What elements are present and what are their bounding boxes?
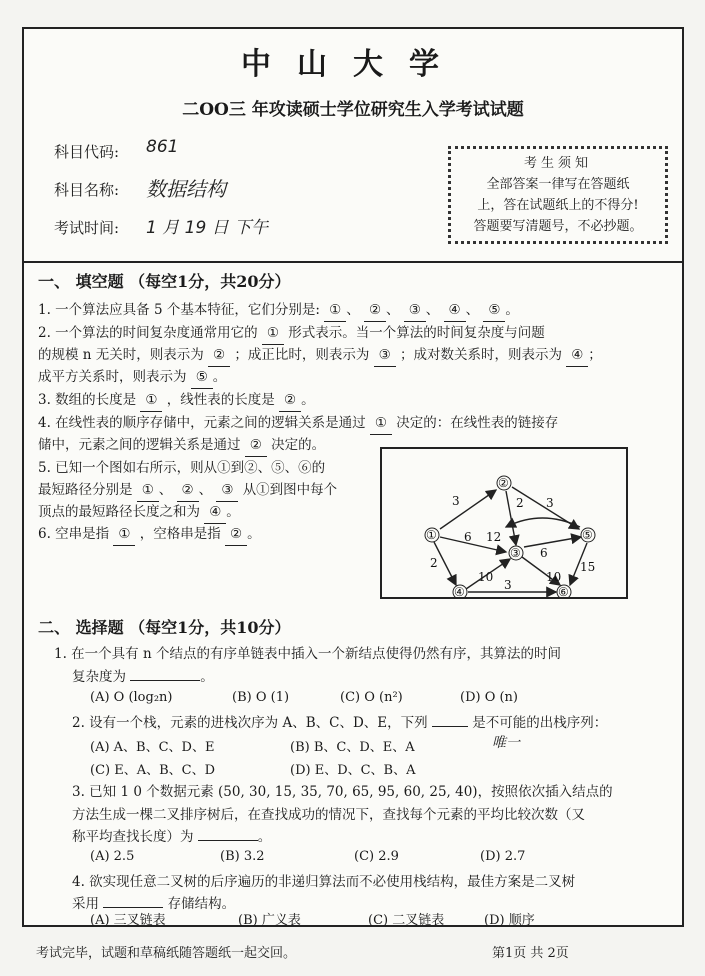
option: (A) A、B、C、D、E bbox=[90, 740, 215, 755]
question-1-5: 5. 已知一个图如右所示，则从①到②、⑤、⑥的 bbox=[38, 460, 326, 476]
question-text: 是不可能的出栈序列： bbox=[472, 715, 608, 731]
blank: ① bbox=[137, 479, 159, 502]
question-text: 决定的：在线性表的链接存 bbox=[396, 415, 559, 431]
blank: ③ bbox=[216, 479, 238, 502]
edge-weight: 3 bbox=[546, 496, 554, 510]
option: (C) O (n²) bbox=[340, 690, 403, 705]
section1-heading: 一、 填空题 （每空1分，共20分） bbox=[38, 272, 291, 291]
blank: ② bbox=[279, 389, 301, 412]
option: (D) 2.7 bbox=[480, 849, 526, 864]
question-text: 6. 空串是指 bbox=[38, 526, 110, 542]
blank: ④ bbox=[566, 344, 588, 367]
question-2-1: 1. 在一个具有 n 个结点的有序单链表中插入一个新结点使得仍然有序，其算法的时间 bbox=[54, 646, 561, 662]
name-value: 数据结构 bbox=[146, 177, 226, 201]
question-1-6: 6. 空串是指 ① ，空格串是指 ② 。 bbox=[38, 523, 261, 546]
option: (A) 三叉链表 bbox=[90, 913, 166, 928]
edge-weight: 3 bbox=[452, 494, 460, 508]
question-text: 1. 一个算法应具备 5 个基本特征，它们分别是: bbox=[38, 302, 320, 318]
blank: ① bbox=[262, 322, 284, 345]
blank: ② bbox=[225, 523, 247, 546]
option: (D) E、D、C、B、A bbox=[290, 763, 416, 778]
time-value: 1 月 19 日 下午 bbox=[146, 218, 269, 238]
handwritten-note: 唯一 bbox=[492, 735, 520, 751]
question-1-4-line2 bbox=[38, 434, 325, 457]
question-2-4: 4. 欲实现任意二叉树的后序遍历的非递归算法而不必使用栈结构，最佳方案是二叉树 bbox=[72, 874, 576, 890]
option: (A) O (log₂n) bbox=[90, 690, 173, 705]
section2-heading: 二、 选择题 （每空1分，共10分） bbox=[38, 618, 291, 637]
edge-2-3 bbox=[506, 491, 516, 545]
header-divider bbox=[24, 261, 682, 263]
blank: ① bbox=[324, 299, 346, 322]
notice-title: 考生须知 bbox=[523, 156, 592, 171]
edge-weight: 12 bbox=[486, 530, 502, 544]
option: (B) B、C、D、E、A bbox=[290, 740, 415, 755]
edge-3-5 bbox=[524, 537, 581, 547]
question-1-2 bbox=[38, 322, 545, 345]
option: (A) 2.5 bbox=[90, 849, 135, 864]
edge-weight: 2 bbox=[516, 496, 524, 510]
edge-5-2-curve bbox=[506, 518, 580, 527]
blank bbox=[103, 907, 163, 908]
edge-weight: 6 bbox=[464, 530, 472, 544]
blank: ② bbox=[177, 479, 199, 502]
page-number: 第1页 共 2页 bbox=[492, 946, 569, 961]
exam-sheet bbox=[22, 27, 684, 927]
node-label: ④ bbox=[454, 585, 465, 597]
edge-weight: 10 bbox=[478, 570, 494, 584]
node-label: ① bbox=[426, 528, 437, 542]
question-text: ，空格串是指 bbox=[139, 526, 221, 542]
question-1-2-line3: 成平方关系时，则表示为 ⑤ 。 bbox=[38, 366, 226, 389]
question-text: 采用 bbox=[72, 896, 99, 912]
edge-weight: 10 bbox=[546, 570, 562, 584]
question-2-3-line3: 称平均查找长度）为 。 bbox=[72, 829, 272, 845]
question-text: 存储结构。 bbox=[167, 896, 236, 912]
question-text: 2. 设有一个栈，元素的进栈次序为 A、B、C、D、E，下列 bbox=[72, 715, 428, 731]
question-text: 的规模 n 无关时，则表示为 bbox=[38, 347, 204, 363]
question-text: ；成对数关系时，则表示为 bbox=[399, 347, 562, 363]
question-2-2 bbox=[72, 712, 607, 734]
blank: ④ bbox=[444, 299, 466, 322]
blank: ② bbox=[245, 434, 267, 457]
footer-note: 考试完毕，试题和草稿纸随答题纸一起交回。 bbox=[36, 946, 297, 961]
blank: ② bbox=[208, 344, 230, 367]
exam-title: 二OO三 年攻读硕士学位研究生入学考试试题 bbox=[182, 100, 524, 120]
edge-weight: 15 bbox=[580, 560, 596, 574]
question-text: 顶点的最短路径长度之和为 bbox=[38, 504, 200, 520]
question-text: 从①到图中每个 bbox=[242, 482, 338, 498]
question-text: ；成正比时，则表示为 bbox=[234, 347, 370, 363]
question-text: ，线性表的长度是 bbox=[166, 392, 275, 408]
blank: ③ bbox=[404, 299, 426, 322]
question-1-1: 1. 一个算法应具备 5 个基本特征，它们分别是: ① 、 ② 、 ③ 、 ④ 、 ⑤ 。 bbox=[38, 299, 519, 322]
option: (D) O (n) bbox=[460, 690, 519, 705]
edge-weight: 3 bbox=[504, 578, 512, 592]
graph-figure bbox=[380, 447, 628, 599]
option: (B) 3.2 bbox=[220, 849, 265, 864]
name-label: 科目名称: bbox=[54, 181, 120, 199]
blank: ① bbox=[370, 412, 392, 435]
blank: ④ bbox=[204, 501, 226, 524]
edge-weight: 2 bbox=[430, 556, 438, 570]
notice-line: 答题要写清题号，不必抄题。 bbox=[473, 219, 643, 234]
question-text: 3. 数组的长度是 bbox=[38, 392, 137, 408]
question-1-3: 3. 数组的长度是 ① ，线性表的长度是 ② 。 bbox=[38, 389, 315, 412]
blank bbox=[432, 726, 468, 727]
code-label: 科目代码: bbox=[54, 143, 120, 161]
question-text: 储中，元素之间的逻辑关系是通过 bbox=[38, 437, 241, 453]
question-text: 形式表示。当一个算法的时间复杂度与问题 bbox=[288, 325, 545, 341]
node-label: ⑥ bbox=[558, 585, 569, 597]
question-2-3: 3. 已知 1 0 个数据元素 (50, 30, 15, 35, 70, 65, 95, 60, 25, 40)，按照依次插入结点的 bbox=[72, 784, 613, 800]
blank: ⑤ bbox=[191, 366, 213, 389]
option: (B) O (1) bbox=[232, 690, 290, 705]
question-1-2-line2: 的规模 n 无关时，则表示为 ② ；成正比时，则表示为 ③ ；成对数关系时，则表示为 ④ ； bbox=[38, 344, 602, 367]
option: (D) 顺序 bbox=[484, 913, 535, 928]
edge-weight: 6 bbox=[540, 546, 548, 560]
edge-1-2 bbox=[440, 490, 496, 529]
question-text: 复杂度为 bbox=[72, 669, 126, 685]
blank: ③ bbox=[374, 344, 396, 367]
notice-line: 全部答案一律写在答题纸 bbox=[486, 177, 630, 192]
weighted-digraph bbox=[382, 449, 626, 597]
question-text: 称平均查找长度）为 bbox=[72, 829, 194, 845]
blank: ⑤ bbox=[483, 299, 505, 322]
blank: ① bbox=[113, 523, 135, 546]
question-text: 最短路径分别是 bbox=[38, 482, 133, 498]
blank bbox=[198, 840, 258, 841]
university-name: 中山大学 bbox=[241, 47, 465, 82]
node-label: ⑤ bbox=[582, 528, 593, 542]
option: (B) 广义表 bbox=[238, 913, 301, 928]
notice-line: 上，答在试题纸上的不得分! bbox=[477, 198, 639, 213]
option: (C) E、A、B、C、D bbox=[90, 763, 216, 778]
question-text: 2. 一个算法的时间复杂度通常用它的 bbox=[38, 325, 258, 341]
notice-box bbox=[448, 146, 668, 244]
question-1-5-line3: 顶点的最短路径长度之和为 ④ 。 bbox=[38, 501, 240, 524]
node-label: ③ bbox=[510, 546, 521, 560]
question-text: 成平方关系时，则表示为 bbox=[38, 369, 187, 385]
blank: ② bbox=[364, 299, 386, 322]
question-text: 4. 在线性表的顺序存储中，元素之间的逻辑关系是通过 bbox=[38, 415, 366, 431]
blank: ① bbox=[140, 389, 162, 412]
question-1-4 bbox=[38, 412, 558, 435]
code-value: 861 bbox=[146, 137, 179, 157]
question-text: 决定的。 bbox=[271, 437, 326, 453]
option: (C) 二叉链表 bbox=[368, 913, 445, 928]
question-2-3-line2: 方法生成一棵二叉排序树后，在查找成功的情况下，查找每个元素的平均比较次数（又 bbox=[72, 807, 585, 823]
blank bbox=[130, 680, 200, 681]
question-2-1-line2: 复杂度为 。 bbox=[72, 669, 214, 685]
time-label: 考试时间: bbox=[54, 219, 120, 237]
question-1-5-line2: 最短路径分别是 ① 、 ② 、 ③ 从①到图中每个 bbox=[38, 479, 337, 502]
option: (C) 2.9 bbox=[354, 849, 399, 864]
node-label: ② bbox=[498, 476, 509, 490]
